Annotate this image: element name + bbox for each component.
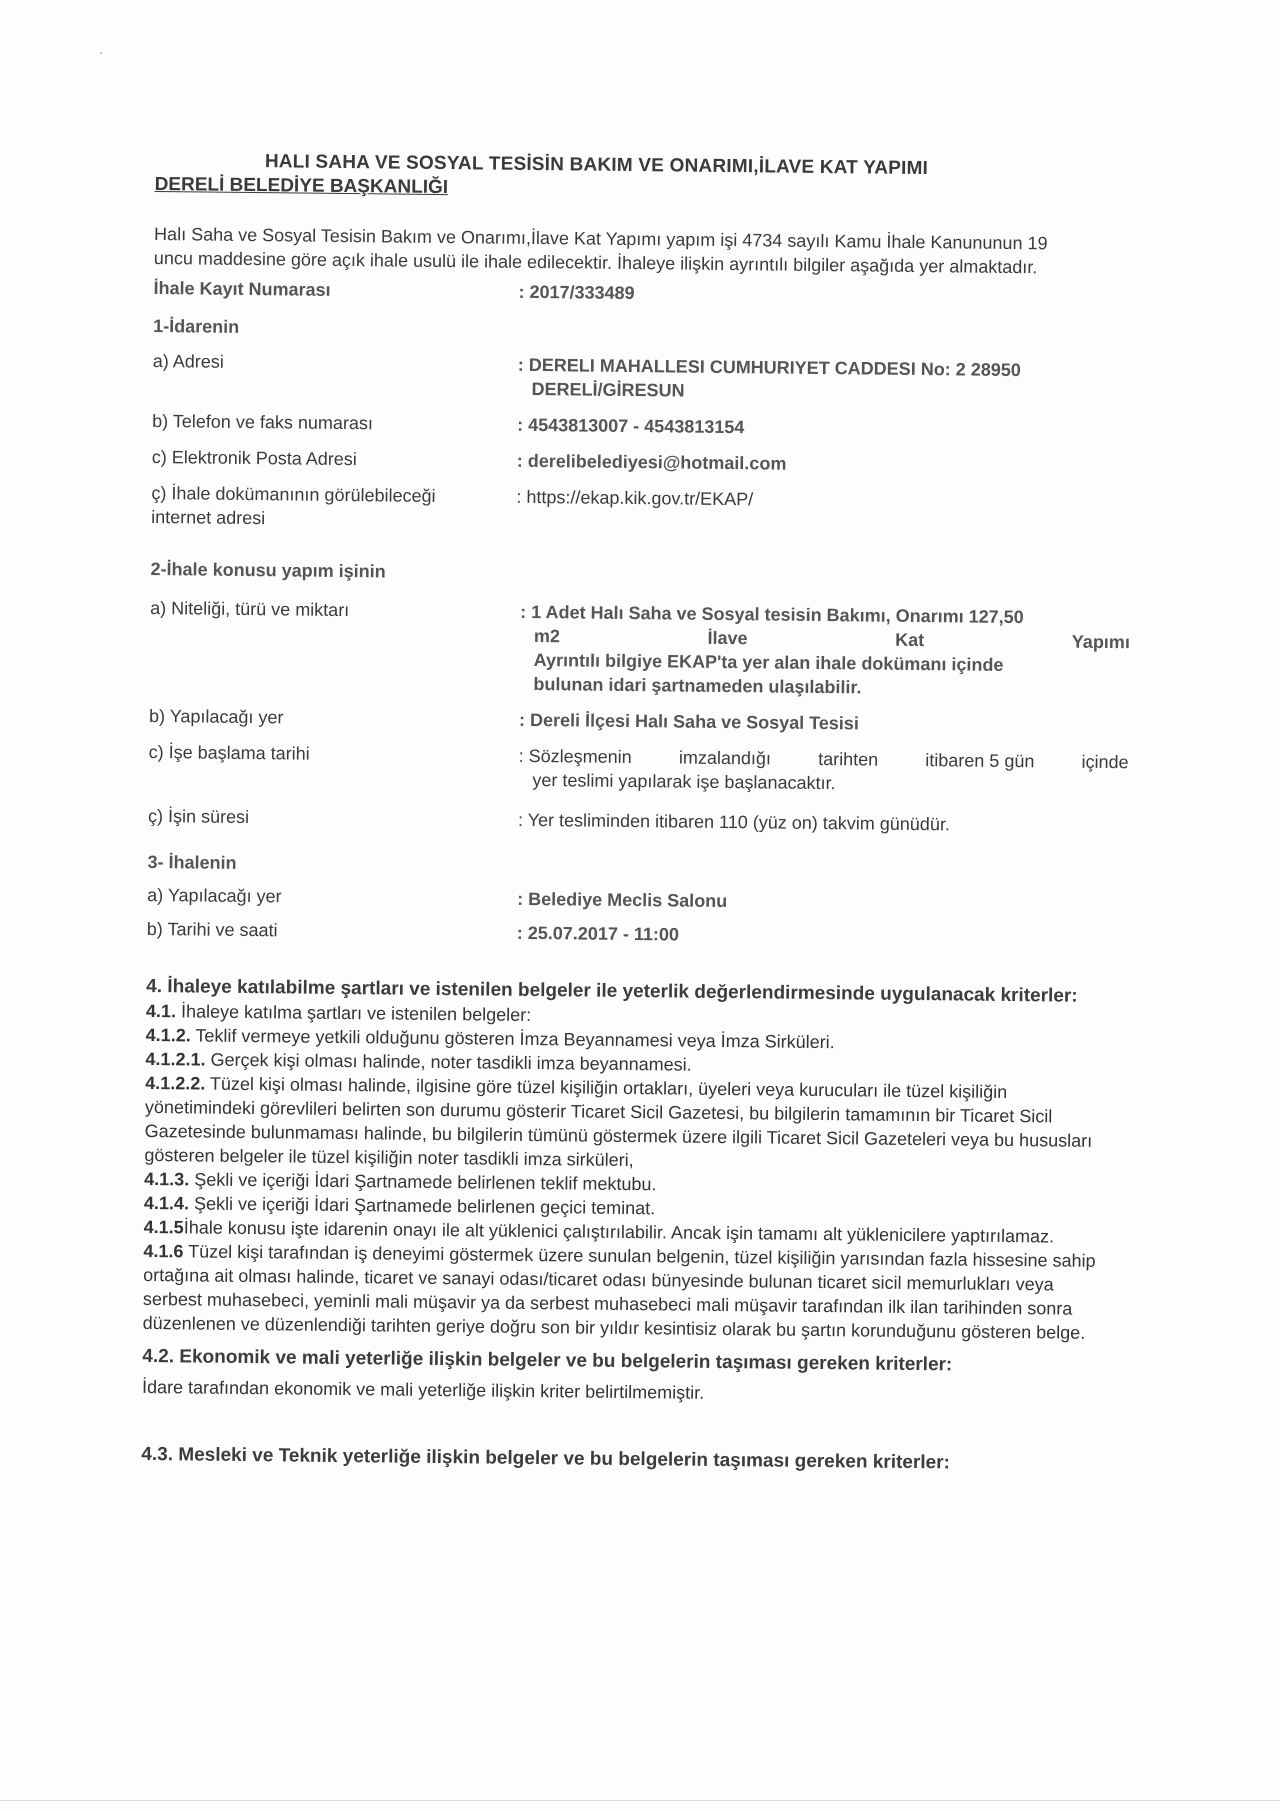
item-4-1-num: 4.1. [145,1000,177,1022]
internet-label-line1: ç) İhale dokümanının görülebileceği [151,482,436,506]
adres-row [152,349,1132,407]
kayit-value: : 2017/333489 [518,281,635,304]
internet-row [151,481,1131,539]
item-4-1-2-text: Teklif vermeye yetkili olduğunu gösteren İmza Beyannamesi veya İmza Sirküleri. [190,1025,835,1053]
nitelik-line2-b: İlave [707,627,748,649]
yer-row [149,704,1129,738]
adres-label: a) Adresi [152,350,224,372]
sure-value: : Yer tesliminden itibaren 110 (yüz on) takvim günüdür. [517,809,951,835]
item-4-1-2-num: 4.1.2. [145,1024,191,1046]
item-4-1-2-2-text: Tüzel kişi olması halinde, ilgisine göre tüzel kişiliğin ortakları, üyeleri veya kurucuları ile tüzel kişiliğin yönetimindeki görevlileri belirten son durumu gösterir Ticaret Sicil Gazetesi, bu bilgilerin tamamının bir Ticaret Sicil Gazetesinde bulunmaması halinde, bu bilgilerin tümünü göstermek üzere ilgili Ticaret Sicil Gazeteleri veya bu hususları gösteren belgeler ile tüzel kişiliğin noter tasdikli imza sirküleri, [144,1073,1093,1171]
baslama-row [148,740,1128,798]
sure-label: ç) İşin süresi [147,805,250,828]
ihale-yer-row [147,883,1127,917]
eposta-row [152,445,1132,479]
item-4-1-2-1-text: Gerçek kişi olması halinde, noter tasdikli imza beyannamesi. [205,1049,692,1075]
section-4-2-text: İdare tarafından ekonomik ve mali yeterliğe ilişkin kriter belirtilmemiştir. [141,1376,705,1403]
section-2-heading: 2-İhale konusu yapım işinin [150,558,386,582]
section-4-3-heading: 4.3. Mesleki ve Teknik yeterliğe ilişkin belgeler ve bu belgelerin taşıması gereken kriterler: [141,1443,950,1474]
item-4-1-3-text: Şekli ve içeriği İdari Şartnamede belirlenen teklif mektubu. [189,1169,657,1195]
item-4-1-5-num: 4.1.5 [143,1216,184,1238]
nitelik-line2-a: m2 [533,625,561,647]
item-4-1-4-text: Şekli ve içeriği İdari Şartnamede belirlenen geçici teminat. [188,1193,656,1219]
telefon-row [152,409,1132,443]
section-3-heading: 3- İhalenin [147,851,237,873]
ihale-tarih-label: b) Tarihi ve saati [146,918,278,941]
baslama-line1-a: : Sözleşmenin [518,745,632,768]
item-4-1-5-text: İhale konusu işte idarenin onayı ile alt yüklenici çalıştırılabilir. Ancak işin tamamı alt yüklenicilere yaptırılamaz. [183,1217,1055,1247]
yer-label: b) Yapılacağı yer [148,705,284,728]
section-4-heading: 4. İhaleye katılabilme şartları ve istenilen belgeler ile yeterlik değerlendirmesinde uygulanacak kriterler: [146,975,1078,1007]
item-4-1-6-num: 4.1.6 [143,1240,184,1262]
item-4-1-2-2-num: 4.1.2.2. [145,1072,206,1094]
item-4-1-3-num: 4.1.3. [144,1168,190,1190]
document-title: HALI SAHA VE SOSYAL TESİSİN BAKIM VE ONARIMI,İLAVE KAT YAPIMI [264,151,929,180]
document-body [141,150,1135,1477]
item-4-1-2-1-num: 4.1.2.1. [145,1048,206,1070]
ihale-yer-value: : Belediye Meclis Salonu [517,888,728,912]
nitelik-line2-c: Kat [895,629,925,651]
baslama-line1-b: imzalandığı [678,747,772,769]
item-4-1-6-text: Tüzel kişi tarafından iş deneyimi göstermek üzere sunulan belgenin, tüzel kişiliğin yarısından fazla hissesine sahip ortağına ait olması halinde, ticaret ve sanayi odası/ticaret odası bünyesinde bulunan ticaret sicil memurlukları veya serbest muhasebeci, yeminli mali müşavir ya da serbest muhasebeci mali müşavir tarafından ilk ilan tarihinden sonra düzenlenen ve düzenlendiği tarihten geriye doğru son bir yıldır kesintisiz olarak bu şartın korunduğunu gösteren belge. [142,1241,1096,1343]
intro-paragraph: Halı Saha ve Sosyal Tesisin Bakım ve Onarımı,İlave Kat Yapımı yapım işi 4734 sayılı Kamu İhale Kanununun 19 uncu maddesine göre açık ihale usulü ile ihale edilecektir. İhaleye ilişkin ayrıntılı bilgiler aşağıda yer almaktadır. [153,223,1048,278]
section-4-2-heading: 4.2. Ekonomik ve mali yeterliğe ilişkin belgeler ve bu belgelerin taşıması gereken kriterler: [142,1345,953,1376]
baslama-line1-c: tarihten [818,748,879,770]
nitelik-line1: : 1 Adet Halı Saha ve Sosyal tesisin Bakımı, Onarımı 127,50 [520,601,1024,628]
telefon-label: b) Telefon ve faks numarası [152,410,374,434]
nitelik-value [519,600,1130,702]
nitelik-row [149,596,1130,702]
baslama-line2: yer teslimi yapılarak işe başlanacaktır. [532,769,836,794]
item-4-1-4-num: 4.1.4. [143,1192,190,1214]
baslama-value [518,744,1128,798]
baslama-line1-d: itibaren 5 gün [925,750,1035,772]
baslama-line1-e: içinde [1081,751,1129,773]
ihale-yer-label: a) Yapılacağı yer [147,884,282,907]
eposta-label: c) Elektronik Posta Adresi [151,446,357,470]
nitelik-line4: bulunan idari şartnameden ulaşılabilir. [533,673,862,698]
ihale-tarih-value: : 25.07.2017 - 11:00 [516,922,680,945]
adres-line2: DERELİ/GİRESUN [531,378,685,401]
scan-edge-line [0,1800,1280,1801]
item-4-1-text: İhaleye katılma şartları ve istenilen belgeler: [175,1001,532,1025]
item-4-1-2-2 [144,1071,1105,1177]
internet-label [151,481,516,533]
kayit-row [153,276,1133,310]
sure-row [148,804,1128,838]
section-1-heading: 1-İdarenin [153,315,240,337]
baslama-label: c) İşe başlama tarihi [148,741,310,764]
adres-line1: : DERELI MAHALLESI CUMHURIYET CADDESI No: 2 28950 [517,354,1021,381]
nitelik-line2-d: Yapımı [1071,631,1130,653]
internet-value: : https://ekap.kik.gov.tr/EKAP/ [516,486,754,510]
adres-value [517,353,1132,407]
telefon-value: : 4543813007 - 4543813154 [517,414,745,438]
nitelik-label: a) Niteliği, türü ve miktarı [150,597,350,621]
kayit-label: İhale Kayıt Numarası [153,277,331,300]
document-subtitle: DERELİ BELEDİYE BAŞKANLIĞI [154,173,449,199]
ihale-tarih-row [147,917,1127,951]
section-4-items [143,999,1106,1345]
item-4-1-6 [143,1239,1104,1345]
eposta-value: : derelibelediyesi@hotmail.com [516,450,787,474]
internet-label-line2: internet adresi [151,506,266,529]
scan-speck [100,52,102,54]
nitelik-line3: Ayrıntılı bilgiye EKAP'ta yer alan ihale dokümanı içinde [533,649,1004,675]
yer-value: : Dereli İlçesi Halı Saha ve Sosyal Tesisi [518,709,859,734]
